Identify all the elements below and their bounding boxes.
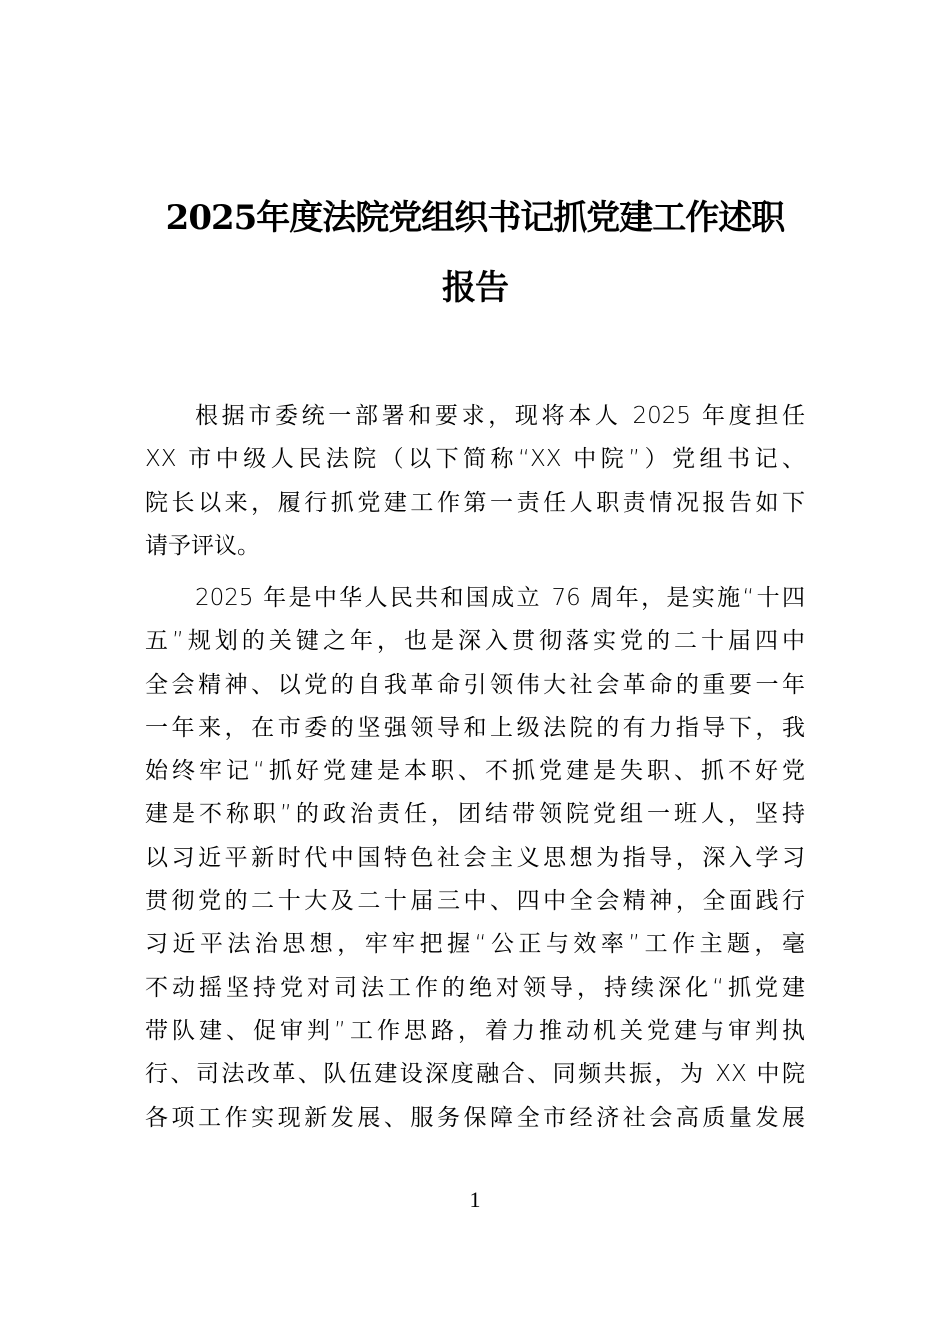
text-line: 全会精神、以党的自我革命引领伟大社会革命的重要一年 bbox=[145, 671, 805, 698]
text-line: 一年来，在市委的坚强领导和上级法院的有力指导下，我 bbox=[145, 714, 805, 741]
text-line: 带队建、促审判”工作思路，着力推动机关党建与审判执 bbox=[145, 1017, 805, 1044]
text-line: 根据市委统一部署和要求，现将本人 2025 年度担任 bbox=[195, 403, 805, 429]
text-line: 行、司法改革、队伍建设深度融合、同频共振，为 XX 中院 bbox=[145, 1061, 805, 1088]
document-title-line-2: 报告 bbox=[442, 268, 508, 308]
text-line: 2025 年是中华人民共和国成立 76 周年，是实施“十四 bbox=[195, 585, 805, 611]
text-line: XX 市中级人民法院（以下简称“XX 中院”）党组书记、 bbox=[145, 446, 805, 473]
text-line: 建是不称职”的政治责任，团结带领院党组一班人，坚持 bbox=[145, 801, 805, 828]
document-title-line-1: 2025年度法院党组织书记抓党建工作述职 bbox=[165, 198, 785, 238]
text-line: 以习近平新时代中国特色社会主义思想为指导，深入学习 bbox=[145, 844, 805, 871]
text-line: 贯彻党的二十大及二十届三中、四中全会精神，全面践行 bbox=[145, 888, 805, 915]
text-line: 请予评议。 bbox=[145, 532, 260, 559]
paragraph-1 bbox=[145, 395, 805, 568]
text-line: 各项工作实现新发展、服务保障全市经济社会高质量发展 bbox=[145, 1104, 805, 1131]
text-line: 院长以来，履行抓党建工作第一责任人职责情况报告如下 bbox=[145, 489, 805, 516]
text-line: 五”规划的关键之年，也是深入贯彻落实党的二十届四中 bbox=[145, 628, 805, 655]
paragraph-2 bbox=[145, 577, 805, 1140]
page-number: 1 bbox=[469, 1187, 481, 1212]
text-line: 习近平法治思想，牢牢把握“公正与效率”工作主题，毫 bbox=[145, 931, 805, 958]
text-line: 不动摇坚持党对司法工作的绝对领导，持续深化“抓党建 bbox=[145, 974, 805, 1001]
text-line: 始终牢记“抓好党建是本职、不抓党建是失职、抓不好党 bbox=[145, 758, 805, 785]
